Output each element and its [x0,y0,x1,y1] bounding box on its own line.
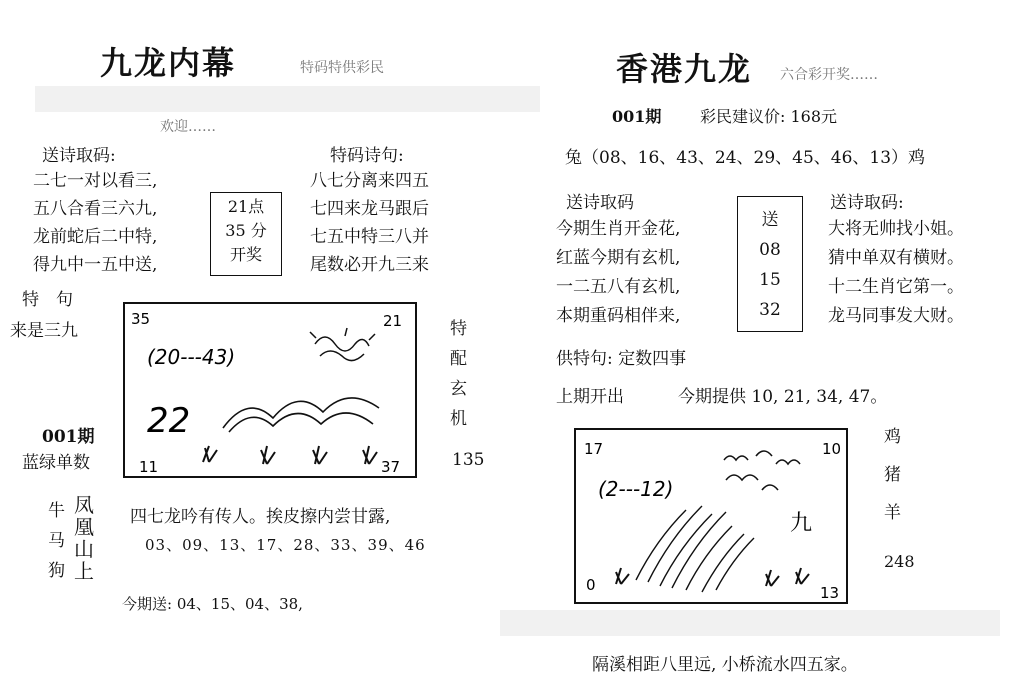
poem-line: 十二生肖它第一。 [828,277,964,297]
right-prev-text: 今期提供 10, 21, 34, 47。 [678,387,888,407]
left-poem-line: 四七龙吟有传人。挨皮擦内尝甘露, [130,507,391,527]
phoenix-char: 上 [74,559,94,583]
time-box-line: 开奖 [229,245,262,264]
right-supply-line: 供特句: 定数四事 [556,349,687,369]
poem-line: 大将无帅找小姐。 [828,219,964,239]
pic-mid-char: 九 [790,511,813,536]
phoenix-char: 山 [74,537,94,561]
send-box-line: 08 [759,240,781,260]
pic-corner-br: 13 [820,584,840,602]
right-issue: 001期 [612,107,662,126]
mountains-sketch-icon [223,398,379,432]
right-title: 香港九龙 [616,50,753,88]
vertical-char: 机 [450,409,467,429]
right-subtitle: 六合彩开奖…… [780,67,878,83]
left-issue: 001期 [42,427,95,447]
left-animals [48,500,65,582]
vertical-char: 配 [450,349,467,369]
pic-corner-bl: 0 [586,576,596,594]
right-animals-num: 248 [884,552,915,571]
faint-band [35,86,540,112]
pic-corner-tr: 10 [822,440,842,458]
sun-sketch-icon [310,328,375,361]
pic-equation: (2---12) [598,477,674,501]
vertical-char: 特 [450,319,467,339]
poem-line: 猜中单双有横财。 [828,248,964,268]
time-box [210,192,282,276]
send-box-line: 送 [761,210,779,230]
left-numbers-line: 03、09、13、17、28、33、39、46 [145,536,426,554]
left-poem-a [33,170,157,276]
poem-line: 尾数必开九三来 [310,255,429,275]
phoenix-char: 凰 [74,515,94,539]
animal-char: 羊 [884,503,901,523]
poem-line: 二七一对以看三, [33,171,158,191]
send-box-line: 15 [759,270,781,290]
right-poem-b [828,218,964,327]
right-rabbit-line: 兔（08、16、43、24、29、45、46、13）鸡 [565,148,926,168]
animal-char: 猪 [884,465,901,485]
right-puzzle-picture [574,428,848,604]
pic-corner-br: 37 [381,458,401,476]
poem-line: 一二五八有玄机, [556,277,681,297]
pic-corner-bl: 11 [139,458,159,476]
pic-equation: (20---43) [147,345,236,369]
pic-corner-tr: 21 [383,312,403,330]
time-box-line: 21点 [227,197,265,216]
animal-char: 马 [48,531,65,551]
animal-char: 狗 [48,561,65,581]
phoenix-text [74,494,94,582]
left-subtitle: 特码特供彩民 [300,60,384,76]
poem-line: 红蓝今期有玄机, [556,248,681,268]
grass-sketch-icon [203,446,377,464]
left-issue-sub: 蓝绿单数 [22,453,90,473]
phoenix-char: 凤 [74,493,94,517]
vertical-char: 玄 [450,379,467,399]
left-faint-line: 欢迎…… [160,119,216,135]
right-puzzle-sketch [576,430,846,602]
left-poem-a-label: 送诗取码: [42,146,116,166]
right-poem-b-label: 送诗取码: [830,193,904,213]
pic-big-number: 22 [147,401,191,441]
poem-line: 龙马同事发大财。 [828,306,964,326]
left-send-line: 今期送: 04、15、04、38, [122,595,303,613]
time-box-line: 35 分 [225,221,267,240]
animal-char: 鸡 [884,427,901,447]
right-bottom-line: 隔溪相距八里远, 小桥流水四五家。 [592,655,858,675]
poem-line: 得九中一五中送, [33,255,158,275]
poem-line: 今期生肖开金花, [556,219,681,239]
pic-corner-tl: 17 [584,440,604,458]
poem-line: 八七分离来四五 [310,171,429,191]
special-text: 来是三九 [10,321,78,341]
send-box [737,196,803,332]
right-poem-a [556,218,680,327]
left-title: 九龙内幕 [100,44,237,82]
left-puzzle-sketch [125,304,415,476]
pic-corner-tl: 35 [131,310,151,328]
special-label: 特 句 [22,290,73,310]
faint-band [500,610,1000,636]
poem-line: 七四来龙马跟后 [310,199,429,219]
left-poem-b [310,170,429,276]
rain-sketch-icon [636,506,754,592]
poem-line: 七五中特三八并 [310,227,429,247]
left-poem-b-label: 特码诗句: [330,146,404,166]
poem-line: 龙前蛇后二中特, [33,227,158,247]
send-box-line: 32 [759,300,781,320]
left-puzzle-picture [123,302,417,478]
left-vertical-num: 135 [452,450,485,470]
right-price: 彩民建议价: 168元 [700,107,838,126]
poem-line: 五八合看三六九, [33,199,158,219]
right-prev-label: 上期开出 [556,387,624,407]
right-animals [884,426,901,524]
left-vertical-label [450,318,467,430]
right-poem-a-label: 送诗取码 [566,193,634,213]
birds-sketch-icon [724,451,800,490]
poem-line: 本期重码相伴来, [556,306,681,326]
animal-char: 牛 [48,501,65,521]
grass-sketch-icon [616,568,809,586]
